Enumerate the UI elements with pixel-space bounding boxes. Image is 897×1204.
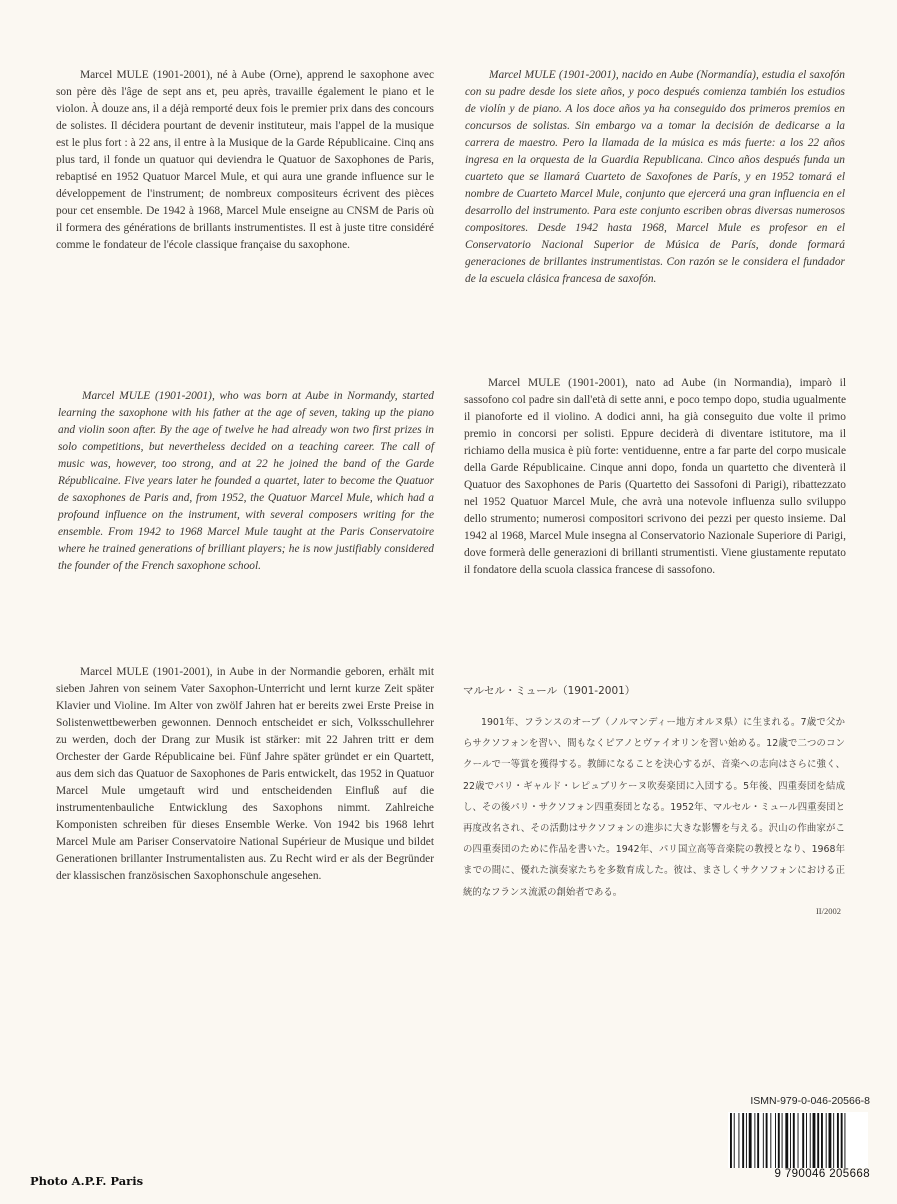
biography-italian [464, 375, 846, 579]
biography-german [56, 664, 434, 885]
ismn-label: ISMN-979-0-046-20566-8 [750, 1095, 870, 1107]
paragraph-japanese: 1901年、フランスのオーブ（ノルマンディー地方オルヌ県）に生まれる。7歳で父からサクソフォンを習い、間もなくピアノとヴァイオリンを習い始める。12歳で二つのコンクールで一等賞を獲得する。教師になることを決心するが、音楽への志向はさらに強く、22歳でパリ・ギャルド・レピュブリケーヌ吹奏楽団に入団する。5年後、四重奏団を結成し、その後パリ・サクソフォン四重奏団となる。1952年、マルセル・ミュール四重奏団と再度改名され、その活動はサクソフォンの進歩に大きな影響を与える。沢山の作曲家がこの四重奏団のために作品を書いた。1942年、パリ国立高等音楽院の教授となり、1968年までの間に、優れた演奏家たちを多数育成した。彼は、まさしくサクソフォンにおける正統的なフランス流派の創始者である。 [463, 717, 845, 898]
paragraph-german: Marcel MULE (1901-2001), in Aube in der Normandie geboren, erhält mit sieben Jahren von seinem Vater Saxophon-Unterricht und lernt kurze Zeit später Klavier und Violine. Im Alter von zwölf Jahren hat er bereits zwei Erste Preise in Solistenwettbewerben gewonnen. Dennoch entscheidet er sich, Volksschullehrer zu werden, doch der Drang zur Musik ist stärker: mit 22 Jahren tritt er dem Orchester der Garde Républicaine bei. Fünf Jahre später gründet er ein Quartett, aus dem sich das Quatuor de Saxophones de Paris entwickelt, das 1952 in Quatuor Marcel Mule umgetauft wird und entscheidenden Einfluß auf die instrumentenbauliche Entwicklung des Saxophons nimmt. Zahlreiche Komponisten schreiben für dieses Ensemble Werke. Von 1942 bis 1968 lehrt Marcel Mule am Pariser Conservatoire National Supérieur de Musique und bildet Generationen brillanter Instrumentalisten aus. Zu Recht wird er als der Begründer der klassischen französischen Saxophonschule angesehen. [56, 666, 434, 882]
biography-english [58, 388, 434, 575]
biography-japanese [463, 712, 845, 903]
paragraph-spanish: Marcel MULE (1901-2001), nacido en Aube (Normandía), estudia el saxofón con su padre desde los siete años, y poco después comienza también los estudios de violín y de piano. A los doce años ya ha conseguido dos primeros premios en concursos de solistas. Sin embargo va a tomar la decisión de dedicarse a la carrera de maestro. Pero la llamada de la música es más fuerte: a los 22 años ingresa en la orquesta de la Guardia Republicana. Cinco años después funda un cuarteto que se llamará Cuarteto de Saxofones de París, y en 1952 tomará el nombre de Cuarteto Marcel Mule, conjunto que ejercerá una gran influencia en el desarrollo del instrumento. Para este conjunto escriben obras diversas numerosos compositores. Desde 1942 hasta 1968, Marcel Mule es profesor en el Conservatorio Nacional Superior de Música de París, donde formará generaciones de brillantes instrumentistas. Con razón se le considera el fundador de la escuela clásica francesa de saxofón. [465, 69, 845, 285]
japanese-heading: マルセル・ミュール（1901-2001） [463, 685, 636, 697]
paragraph-italian: Marcel MULE (1901-2001), nato ad Aube (in Normandia), imparò il sassofono col padre sin dall'età di sette anni, e poco tempo dopo, studia ugualmente il pianoforte ed il violino. A dodici anni, ha già conseguito due volte il primo premio in concorsi per solisti. Eppure deciderà di diventare istitutore, ma il richiamo della musica è più forte: ventiduenne, entre a far parte del corpo musicale della Garde Républicaine. Cinque anni dopo, fonda un quartetto che diventerà il Quatuor des Saxophones de Paris (Quartetto dei Sassofoni di Parigi), ribattezzato nel 1952 Quatuor Marcel Mule, che avrà una notevole influenza sullo sviluppo dello strumento; numerosi compositori scrivono dei pezzi per questo insieme. Dal 1942 al 1968, Marcel Mule insegna al Conservatorio Nazionale Superiore di Parigi, dove formerà delle generazioni di brillanti strumentisti. Viene giustamente reputato il fondatore della scuola classica francese di sassofono. [464, 377, 846, 576]
barcode-block [720, 1095, 870, 1187]
print-date: II/2002 [815, 906, 841, 916]
barcode-icon [728, 1112, 868, 1172]
paragraph-english: Marcel MULE (1901-2001), who was born at Aube in Normandy, started learning the saxophone with his father at the age of seven, taking up the piano and violin soon after. By the age of twelve he had already won two first prizes in solo competitions, but nevertheless decided on a teaching career. The call of music was, however, too strong, and at 22 he joined the band of the Garde Républicaine. Five years later he founded a quartet, later to become the Quatuor de saxophones de Paris and, from 1952, the Quatuor Marcel Mule, which had a profound influence on the instrument, with several composers writing for the ensemble. From 1942 to 1968 Marcel Mule taught at the Paris Conservatoire where he trained generations of brilliant players; he is now justifiably considered the founder of the French saxophone school. [58, 390, 434, 572]
photo-credit: Photo A.P.F. Paris [30, 1174, 144, 1188]
paragraph-french: Marcel MULE (1901-2001), né à Aube (Orne), apprend le saxophone avec son père dès l'âge de sept ans et, peu après, travaille également le piano et le violon. À douze ans, il a déjà remporté deux fois le premier prix dans des concours de solistes. Il décidera pourtant de devenir instituteur, mais l'appel de la musique est le plus fort : à 22 ans, il entre à la Musique de la Garde Républicaine. Cinq ans plus tard, il fonde un quatuor qui deviendra le Quatuor de Saxophones de Paris, rebaptisé en 1952 Quatuor Marcel Mule, et qui aura une grande influence sur le développement de l'instrument; de nombreux compositeurs écrivent des pièces pour cet ensemble. De 1942 à 1968, Marcel Mule enseigne au CNSM de Paris où il formera des générations de brillants instrumentistes. Il est à juste titre considéré comme le fondateur de l'école classique française du saxophone. [56, 69, 434, 251]
biography-french [56, 67, 434, 254]
barcode-number: 9 790046 205668 [720, 1168, 870, 1180]
biography-spanish [465, 67, 845, 288]
